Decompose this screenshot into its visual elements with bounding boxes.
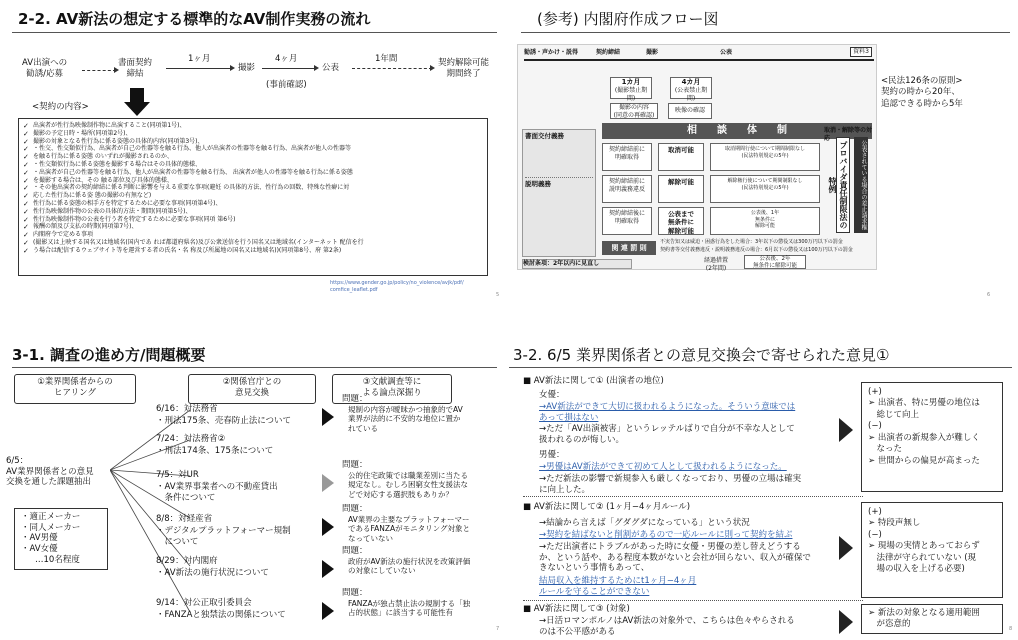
sec2-text2: →ただ出演者にトラブルがあった時に女優・男優の差し替えどうする か、という話や、ある程度本数がないと会社が回らない、収入が確保で きないという事情もあって、 <box>539 542 811 574</box>
injunction-right: 公表されている場合の差止請求権 <box>854 137 868 233</box>
date-head: 6/5： AV業界関係者との意見 交換を通した課題抽出 <box>6 456 94 488</box>
meeting-topic: ・AV業界事業者への不動産貸出 条件について <box>156 482 278 503</box>
flow-arrow-4 <box>352 68 432 69</box>
col-literature: ③文献調査等に よる論点深掘り <box>332 374 452 404</box>
page-number: 5 <box>496 292 500 298</box>
sec2-heading: ■ AV新法に関して② (1ヶ月−4ヶ月ルール) <box>523 502 691 512</box>
arrow-icon <box>322 602 334 620</box>
meeting-topic: ・デジタルプラットフォーマー規制 について <box>156 526 291 547</box>
flow-step-recruit: AV出演への 勧誘/応募 <box>22 58 68 79</box>
transition-note: 公表後、2年 無条件に解除可能 <box>744 255 806 269</box>
period-1m-box: 1カ月 (撮影禁止期間) <box>610 77 652 99</box>
arrow-icon <box>322 408 334 426</box>
participant-item: ・適正メーカー <box>21 512 81 522</box>
sec1-actor-quote: →男優はAV新法ができて初めて人として扱われるようになった。 <box>539 462 787 472</box>
flow-row-b: 解除可能 <box>658 175 704 203</box>
issue-label: 問題： <box>342 546 368 556</box>
title-rule <box>12 367 497 368</box>
slide4-title: 3-2. 6/5 業界関係者との意見交換会で寄せられた意見① <box>513 346 890 364</box>
sec3-text1: →日活ロマンポルノはAV新法の対象外で、こちらは色々やらされる のは不公平感がある <box>539 616 795 637</box>
sec3-heading: ■ AV新法に関して③ (対象) <box>523 604 630 614</box>
arrow-icon <box>839 536 853 560</box>
flow-arrow-2 <box>166 68 232 69</box>
flow-row-b: 取消可能 <box>658 143 704 171</box>
meeting-date: 8/8：対経産省 <box>156 514 213 524</box>
flow-row-a: 契約締結後に 明確取得 <box>602 207 652 235</box>
flow-row-b: 公表まで 無条件に 解除可能 <box>658 207 704 235</box>
check-content-box: 撮影の内容 (同意の再確認) <box>610 103 658 119</box>
contract-items-list <box>23 122 483 255</box>
slide-cabinet-flow <box>509 0 1018 320</box>
participant-item: ・AV男優 <box>21 533 58 544</box>
participants-box <box>14 508 108 570</box>
flow-row-c: 取消期間行使について期間制限なし (民法特別規定の5年) <box>710 143 820 171</box>
meeting-topic: ・刑法174条、175条について <box>156 446 274 456</box>
flow-step-filming: 撮影 <box>238 63 256 73</box>
meeting-topic: ・FANZAと独禁法の関係について <box>156 610 286 620</box>
col-hearing: ①業界関係者からの ヒアリング <box>14 374 136 404</box>
sec1-heading: ■ AV新法に関して① (出演者の地位) <box>523 376 664 386</box>
check-video-box: 映像の確認 <box>668 103 712 119</box>
penalty-header: 関 連 罰 則 <box>602 241 656 255</box>
slide-opinions <box>509 322 1018 640</box>
arrow-icon <box>322 474 334 492</box>
sec1-actress-text: →ただ「AV出演被害」というレッテルばりで自分が不幸な人として 扱われるのが悔しい。 <box>539 424 795 445</box>
meeting-date: 8/29：対内閣府 <box>156 556 218 566</box>
title-rule <box>521 32 1010 33</box>
meeting-date: 7/5：対UR <box>156 470 199 480</box>
issue-label: 問題： <box>342 460 368 470</box>
penalty-2: 契約書等交付義務違反・説明義務違反の場合：6月以下の懲役又は100万円以下の罰金 <box>660 247 853 253</box>
timeline-label: 公表 <box>720 49 733 56</box>
down-arrow-shaft <box>130 88 144 102</box>
slide-av-production-flow <box>0 0 505 320</box>
sec1-actor-text: →ただ新法の影響で新規参入も厳しくなっており、男優の立場は確実 に向上した。 <box>539 474 802 495</box>
sec1-actress-label: 女優： <box>539 390 565 400</box>
contract-item: ✓ を触る行為に係る姿態 のいずれが撮影されるのか、 <box>23 153 483 161</box>
provider-special-rule: プロバイダ責任制限法の特例 <box>836 137 850 233</box>
meeting-date: 9/14：対公正取引委員会 <box>156 598 252 608</box>
duty-box: 書面交付義務 説明義務 <box>522 129 596 257</box>
contract-item: ✓ 性行為映像制作物の公表の具体的方法・期間(同項第5号)、 <box>23 208 483 216</box>
arrow-icon <box>839 610 853 634</box>
flow-period-4m-note: (事前確認) <box>266 80 307 90</box>
sec1-actress-quote: →AV新法ができて大切に扱われるようになった。そういう意味では あって損はない <box>539 402 796 423</box>
title-rule <box>509 367 1012 368</box>
contract-item: ✓ ・性交、性交類似行為、出演者が自己の性器等を触る行為、他人が出演者の性器等を触る行為、出演者が他人の性器等 <box>23 145 483 153</box>
contract-item: ✓ 性行為映像制作物の公表を行う者を特定するために必要な事項(同項 第6号) <box>23 216 483 224</box>
page-number: 6 <box>987 292 991 298</box>
contract-item: ✓ ・性交類似行為に係る姿態を撮影する場合はその具体的態様、 <box>23 161 483 169</box>
slide1-title: 2-2. AV新法の想定する標準的なAV制作実務の流れ <box>18 10 371 28</box>
down-arrow-icon <box>124 102 150 116</box>
arrow-icon <box>322 560 334 578</box>
flow-step-contract: 書面契約 締結 <box>118 58 153 79</box>
flow-arrow-1 <box>82 70 116 71</box>
arrow-icon <box>322 518 334 536</box>
penalty-1: 不実告知又は威迫・困惑行為をした場合：3年以下の懲役又は300万円以下の罰金 <box>660 239 843 245</box>
slide-survey-method <box>0 322 505 640</box>
contract-item: ✓ 応した性行為に係る姿 態の撮影の有無など) <box>23 192 483 200</box>
meeting-topic: ・刑法175条、売春防止法について <box>156 416 292 426</box>
doc-tag: 資料3 <box>850 47 872 57</box>
sec1-result: (+) ➢ 出演者、特に男優の地位は 総じて向上 (−) ➢ 出演者の新規参入が難しく なった ➢ 世間からの偏見が高まった <box>861 382 1003 492</box>
contract-label: <契約の内容> <box>32 102 89 112</box>
contract-item: ✓ 報酬の額及び支払の時期(同項第7号)、 <box>23 223 483 231</box>
flow-period-1y: 1年間 <box>375 54 398 64</box>
contract-item: ✓ ・その他出演者の契約締結に係る判断に影響を与える重要な事項(避妊 の具体的方法、性行為の回数、特殊な性癖に対 <box>23 184 483 192</box>
sec1-actor-label: 男優： <box>539 450 565 460</box>
participant-item: ・同人メーカー <box>21 522 81 533</box>
flow-period-1m: 1ヶ月 <box>188 54 211 64</box>
timeline-label: 勧誘・声かけ・説得 <box>524 49 579 56</box>
meeting-date: 6/16：対法務省 <box>156 404 218 414</box>
meeting-issue: 規制の内容が曖昧かつ抽象的でAV 業界が法的に不安的な地位に置か れている <box>348 405 463 433</box>
sec3-result: ➢ 新法の対象となる適用範囲 が恣意的 <box>861 604 1003 634</box>
review-clause: 検討条項：2年以内に見直し <box>522 259 632 269</box>
remedy-label: 取消・解除等の対応 <box>824 127 873 142</box>
sec2-result: (+) ➢ 特段声無し (−) ➢ 現場の実情とあっておらず 法律が守られていない (現 場の収入を上げる必要) <box>861 502 1003 598</box>
source-url[interactable]: https://www.gender.go.jp/policy/no_violence/avjk/pdf/ comfice_leaflet.pdf <box>330 280 464 293</box>
timeline-labels <box>524 49 824 59</box>
flow-diagram <box>517 44 877 270</box>
flow-period-4m: 4ヶ月 <box>275 54 298 64</box>
contract-items-box <box>18 118 488 276</box>
participant-item: ・AV女優 <box>21 543 58 554</box>
consult-bar: 相 談 体 制 <box>602 123 872 139</box>
flow-step-publish: 公表 <box>322 63 340 73</box>
contract-item: ✓ ・出演者が自己の性器等を触る行為、他人が出演者の性器等を触る行為、 出演者が他人の性器等を触る行為に係る姿態 <box>23 169 483 177</box>
title-rule <box>12 32 497 33</box>
sec2-quote1: →契約を結ばないと削割があるので一応ルールに則って契約を結ぶ <box>539 530 793 540</box>
civil-code-note: <民法126条の原則> 契約の時から20年、 追認できる時から5年 <box>881 76 963 109</box>
flow-row-a: 契約締結前に 説明義務違反 <box>602 175 652 203</box>
meeting-issue: 政府がAV新法の施行状況を改策評価 の対象にしていない <box>348 557 471 576</box>
transition-label: 経過措置 (2年間) <box>704 257 729 272</box>
flow-row-a: 契約締結前に 明確取得 <box>602 143 652 171</box>
timeline-line <box>524 59 874 61</box>
flow-row-c: 解除権行使について期間制限なし (民法特別規定の5年) <box>710 175 820 203</box>
issue-label: 問題： <box>342 504 368 514</box>
issue-label: 問題： <box>342 588 368 598</box>
arrow-icon <box>839 418 853 442</box>
meeting-topic: ・AV新法の施行状況について <box>156 568 269 578</box>
flow-arrow-3 <box>262 68 316 69</box>
contract-item: ✓ 性行為に係る姿態の相手方を特定するために必要な事項(同項第4号)、 <box>23 200 483 208</box>
contract-item: ✓ を撮影する場合は、その 触る部位及び具体的態様、 <box>23 177 483 185</box>
contract-item: ✓ う場合は配信するウェブサイト等を運営する者の氏名・名 称及び所属地の国名又は地域名))(同項第8号、府 第2条) <box>23 247 483 255</box>
contract-item: ✓ 撮影の予定日時・場所(同項第2号)、 <box>23 130 483 138</box>
issue-label: 問題： <box>342 394 368 404</box>
contract-item: ✓ 撮影の対象となる性行為に係る姿態の具体的内容(同項第3号)、 <box>23 138 483 146</box>
participant-item: …10名程度 <box>35 554 80 565</box>
contract-item: ✓ 出演者が性行為映像制作物に出演すること(同項第1号)、 <box>23 122 483 130</box>
meeting-issue: 公的住宅政策では職業差別に当たる 規定なし。むしろ困窮女性支援法な どで対応する選択肢もありか？ <box>348 471 468 499</box>
meeting-date: 7/24：対法務省② <box>156 434 226 444</box>
timeline-label: 撮影 <box>646 49 659 56</box>
page-number: 8 <box>1009 626 1013 632</box>
timeline-label: 契約締結 <box>596 49 621 56</box>
slide2-title: (参考) 内閣府作成フロー図 <box>537 10 719 28</box>
sec2-quote2: 結局収入を維持するためにt1ヶ月−4ヶ月 ルールを守ることができない <box>539 576 697 597</box>
slide3-title: 3-1. 調査の進め方/問題概要 <box>12 346 206 364</box>
contract-item: ✓ (撮影又は上映する国名又は地域名(国内であ れば都道府県名)及び公衆送信を行う国名又は地域名(インターネット 配信を行 <box>23 239 483 247</box>
contract-item: ✓ 内閣府令で定める事項 <box>23 231 483 239</box>
meeting-issue: AV業界の主要なプラットフォーマー であるFANZAがモニタリング対象と なっていない <box>348 515 470 543</box>
sec2-text1: →結論から言えば「グダグダになっている」という状況 <box>539 518 750 528</box>
flow-step-end: 契約解除可能 期間終了 <box>438 58 490 79</box>
meeting-issue: FANZAが独占禁止法の規制する「独 占的状態」に該当する可能性有 <box>348 599 471 618</box>
page-number: 7 <box>496 626 500 632</box>
col-ministries: ②関係官庁との 意見交換 <box>188 374 316 404</box>
flow-row-c: 公表後、1年 無条件に 解除可能 <box>710 207 820 235</box>
period-4m-box: 4カ月 (公表禁止期間) <box>670 77 712 99</box>
